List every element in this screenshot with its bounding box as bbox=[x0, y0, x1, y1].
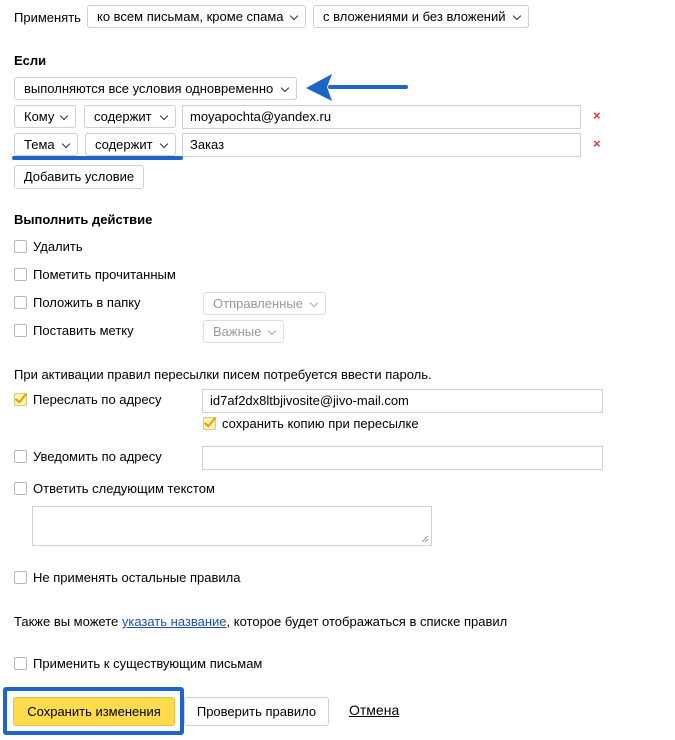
notify-label: Уведомить по адресу bbox=[33, 449, 162, 464]
condition-value-input[interactable] bbox=[182, 133, 581, 157]
conditions-heading: Если bbox=[14, 53, 47, 68]
forward-address-value: id7af2dx8ltbjivosite@jivo-mail.com bbox=[210, 393, 409, 408]
condition-operator-dropdown[interactable] bbox=[84, 105, 176, 128]
actions-heading: Выполнить действие bbox=[14, 212, 153, 227]
condition-field-dropdown[interactable] bbox=[14, 105, 76, 128]
annotation-underline bbox=[12, 156, 183, 160]
set-label-label: Поставить метку bbox=[33, 323, 134, 338]
apply-attachments-dropdown[interactable] bbox=[313, 5, 529, 28]
delete-label: Удалить bbox=[33, 239, 83, 254]
delete-checkbox[interactable] bbox=[14, 240, 27, 253]
label-dropdown[interactable] bbox=[203, 320, 284, 343]
notify-checkbox[interactable] bbox=[14, 450, 27, 463]
name-hint-before: Также вы можете bbox=[14, 614, 122, 629]
checkmark-icon bbox=[15, 390, 27, 403]
stop-rules-checkbox[interactable] bbox=[14, 571, 27, 584]
chevron-down-icon bbox=[160, 112, 168, 120]
name-hint bbox=[14, 614, 507, 630]
label-value: Важные bbox=[213, 324, 262, 339]
keep-copy-label: сохранить копию при пересылке bbox=[222, 416, 419, 431]
notify-address-input[interactable] bbox=[202, 446, 603, 470]
delete-condition-icon[interactable]: × bbox=[593, 108, 601, 123]
condition-operator-value: содержит bbox=[95, 137, 153, 152]
specify-name-link[interactable]: указать название bbox=[121, 614, 227, 629]
condition-operator-dropdown[interactable] bbox=[85, 133, 176, 156]
match-mode-dropdown[interactable] bbox=[14, 77, 297, 100]
move-folder-label: Положить в папку bbox=[33, 295, 141, 310]
reply-checkbox[interactable] bbox=[14, 482, 27, 495]
forward-label: Переслать по адресу bbox=[33, 392, 162, 407]
folder-value: Отправленные bbox=[213, 296, 303, 311]
forward-notice: При активации правил пересылки писем потребуется ввести пароль. bbox=[14, 367, 432, 382]
chevron-down-icon bbox=[62, 140, 70, 148]
apply-label: Применять bbox=[14, 10, 81, 25]
add-condition-button[interactable]: Добавить условие bbox=[14, 165, 144, 189]
keep-copy-checkbox[interactable] bbox=[203, 417, 216, 430]
apply-attachments-value: с вложениями и без вложений bbox=[323, 9, 506, 24]
stop-rules-label: Не применять остальные правила bbox=[33, 570, 241, 585]
set-label-checkbox[interactable] bbox=[14, 324, 27, 337]
condition-operator-value: содержит bbox=[94, 109, 152, 124]
chevron-down-icon bbox=[310, 299, 318, 307]
chevron-down-icon bbox=[268, 327, 276, 335]
forward-address-input[interactable] bbox=[202, 389, 603, 413]
reply-label: Ответить следующим текстом bbox=[33, 481, 215, 496]
apply-existing-checkbox[interactable] bbox=[14, 657, 27, 670]
condition-value-text: moyapochta@yandex.ru bbox=[190, 109, 332, 124]
chevron-down-icon bbox=[60, 112, 68, 120]
reply-textarea[interactable] bbox=[32, 506, 432, 546]
chevron-down-icon bbox=[290, 12, 298, 20]
forward-checkbox[interactable] bbox=[14, 393, 27, 406]
name-hint-after: , которое будет отображаться в списке правил bbox=[226, 614, 508, 629]
apply-scope-value: ко всем письмам, кроме спама bbox=[97, 9, 284, 24]
delete-condition-icon[interactable]: × bbox=[593, 136, 601, 151]
move-folder-checkbox[interactable] bbox=[14, 296, 27, 309]
condition-value-text: Заказ bbox=[190, 137, 225, 152]
chevron-down-icon bbox=[281, 84, 289, 92]
cancel-link[interactable]: Отмена bbox=[349, 702, 400, 718]
condition-field-dropdown[interactable] bbox=[14, 133, 78, 156]
chevron-down-icon bbox=[513, 12, 521, 20]
mark-read-label: Пометить прочитанным bbox=[33, 267, 176, 282]
apply-existing-label: Применить к существующим письмам bbox=[33, 656, 263, 671]
chevron-down-icon bbox=[160, 140, 168, 148]
mark-read-checkbox[interactable] bbox=[14, 268, 27, 281]
checkmark-icon bbox=[204, 414, 216, 427]
match-mode-value: выполняются все условия одновременно bbox=[24, 81, 274, 96]
annotation-arrow-icon bbox=[300, 70, 410, 106]
save-button[interactable]: Сохранить изменения bbox=[13, 697, 175, 726]
apply-scope-dropdown[interactable] bbox=[87, 5, 306, 28]
resize-handle-icon[interactable] bbox=[421, 535, 429, 543]
condition-field-value: Тема bbox=[24, 137, 55, 152]
check-rule-button[interactable]: Проверить правило bbox=[184, 697, 329, 726]
folder-dropdown[interactable] bbox=[203, 292, 326, 315]
condition-value-input[interactable] bbox=[182, 105, 581, 129]
condition-field-value: Кому bbox=[24, 109, 55, 124]
